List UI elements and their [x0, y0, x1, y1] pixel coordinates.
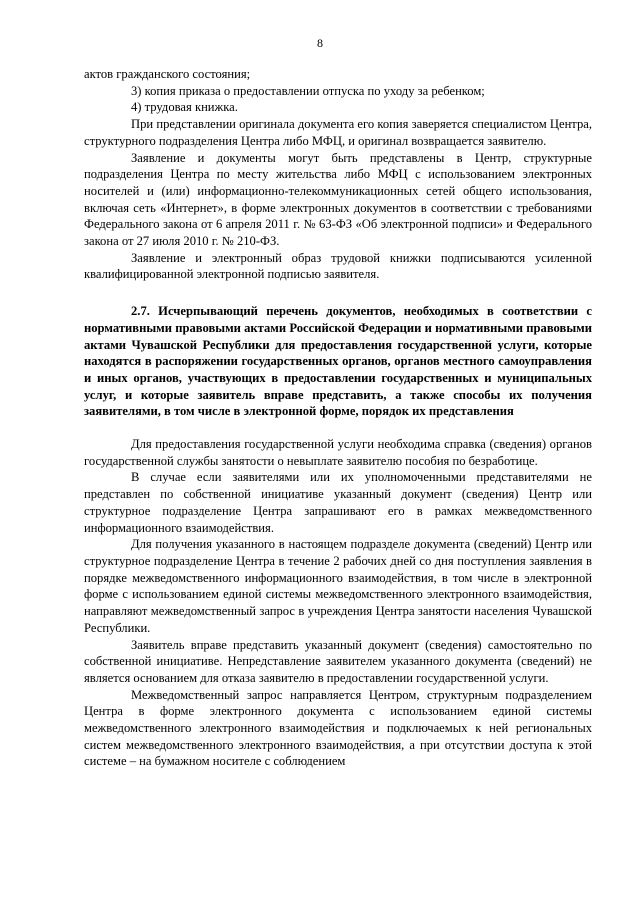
- paragraph: 3) копия приказа о предоставлении отпуска по уходу за ребенком;: [131, 83, 485, 98]
- paragraph: Для получения указанного в настоящем подразделе документа (сведений) Центр или структурное подразделение Центра в течение 2 рабочих дней со дня поступления заявления в порядке межведомственного информационного взаимодействия, в том числе в электронной форме с использованием единой системы межведомственного электронного взаимодействия, направляют межведомственный запрос в учреждения Центра занятости населения Чувашской Республики.: [84, 537, 592, 635]
- paragraph: Межведомственный запрос направляется Центром, структурным подразделением Центра в форме электронного документа с использованием единой системы межведомственного электронного взаимодействия и подключаемых к ней региональных систем межведомственного электронного взаимодействия, а при отсутствии доступа к этой системе – на бумажном носителе с соблюдением: [84, 687, 592, 769]
- paragraph: актов гражданского состояния;: [84, 67, 251, 81]
- paragraph: Для предоставления государственной услуги необходима справка (сведения) органов государственной службы занятости о невыплате заявителю пособия по безработице.: [84, 437, 592, 468]
- section-heading: 2.7. Исчерпывающий перечень документов, необходимых в соответствии с нормативными правовыми актами Российской Федерации и нормативными правовыми актами Чувашской Республики для предоставления государственной услуги, которые находятся в распоряжении государственных органов, органов местного самоуправления и иных органов, участвующих в предоставлении государственных и муниципальных услуг, и которые заявитель вправе представить, а также способы их получения заявителями, в том числе в электронной форме, порядок их представления: [84, 304, 592, 419]
- paragraph: Заявление и документы могут быть представлены в Центр, структурные подразделения Центра по месту жительства либо МФЦ с использованием электронных носителей и (или) информационно-телекоммуникационных сетей общего использования, включая сеть «Интернет», в форме электронных документов в соответствии с требованиями Федерального закона от 6 апреля 2011 г. № 63-ФЗ «Об электронной подписи» и Федерального закона от 27 июля 2010 г. № 210-ФЗ.: [84, 150, 592, 249]
- paragraph: Заявление и электронный образ трудовой книжки подписываются усиленной квалифицированной электронной подписью заявителя.: [84, 250, 592, 282]
- paragraph: Заявитель вправе представить указанный документ (сведения) самостоятельно по собственной инициативе. Непредставление заявителем указанного документа (сведений) не является основанием для отказа заявителю в предоставлении государственной услуги.: [84, 637, 592, 685]
- page-number: 8: [317, 36, 323, 50]
- page-content: [84, 66, 592, 770]
- top-paragraphs: [84, 66, 592, 283]
- bottom-paragraphs: [84, 436, 592, 770]
- section-gap: [84, 420, 592, 436]
- paragraph: В случае если заявителями или их уполномоченными представителями не представлен по собственной инициативе указанный документ (сведения) Центр или структурное подразделение Центра запрашивают его в рамках межведомственного информационного взаимодействия.: [84, 470, 592, 535]
- paragraph: При представлении оригинала документа его копия заверяется специалистом Центра, структурного подразделения Центра либо МФЦ, и оригинал возвращается заявителю.: [84, 117, 592, 148]
- paragraph: 4) трудовая книжка.: [131, 100, 238, 115]
